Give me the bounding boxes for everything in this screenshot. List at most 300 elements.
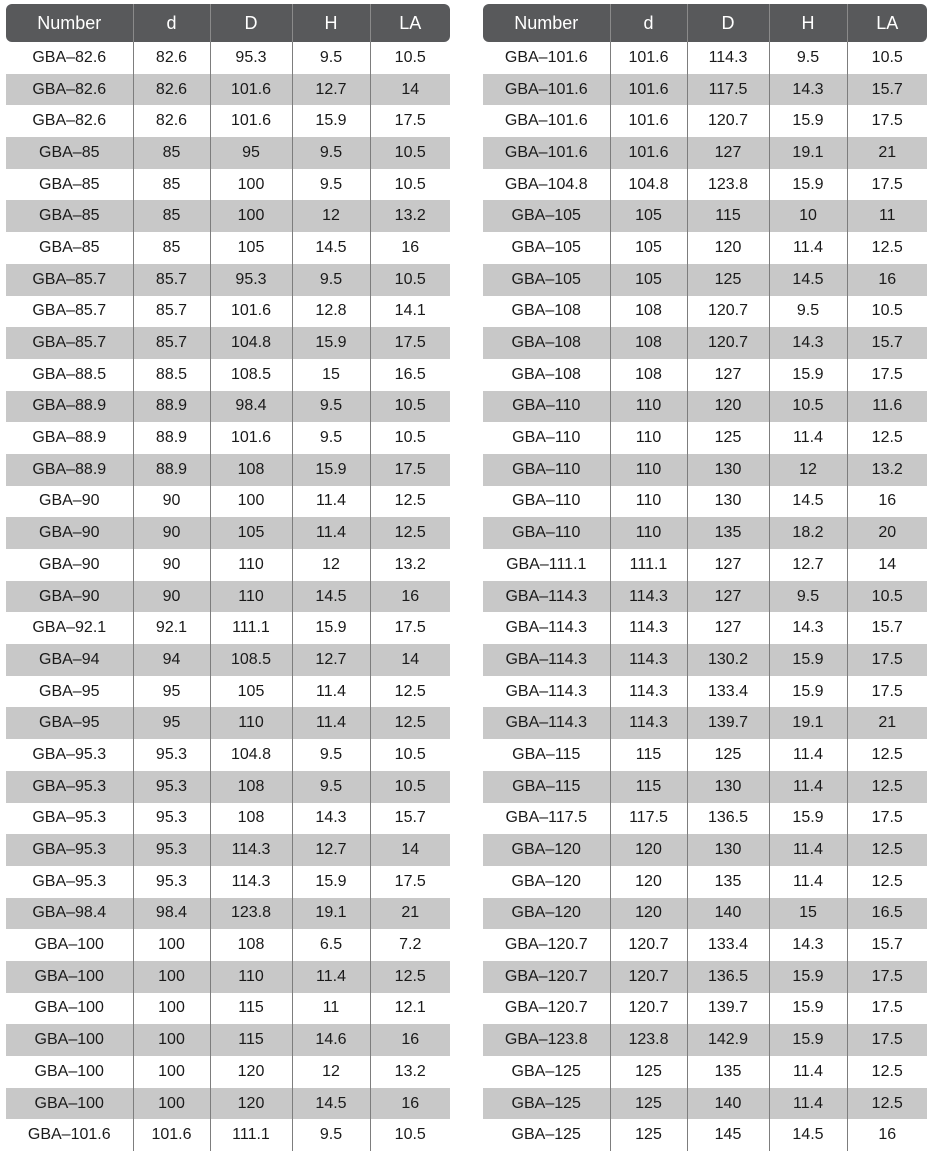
cell-LA: 12.5 bbox=[370, 676, 450, 708]
table-row bbox=[6, 422, 450, 454]
cell-d: 110 bbox=[610, 517, 687, 549]
cell-d: 90 bbox=[133, 517, 210, 549]
cell-d: 85.7 bbox=[133, 264, 210, 296]
table-row bbox=[483, 200, 927, 232]
cell-number: GBA–101.6 bbox=[483, 74, 610, 106]
cell-H: 14.5 bbox=[292, 581, 370, 613]
cell-D: 120.7 bbox=[687, 105, 769, 137]
cell-LA: 16 bbox=[370, 1088, 450, 1120]
cell-LA: 17.5 bbox=[847, 169, 927, 201]
cell-D: 115 bbox=[687, 200, 769, 232]
cell-LA: 17.5 bbox=[370, 866, 450, 898]
cell-d: 88.9 bbox=[133, 454, 210, 486]
cell-d: 85 bbox=[133, 232, 210, 264]
cell-d: 120.7 bbox=[610, 929, 687, 961]
cell-LA: 17.5 bbox=[847, 105, 927, 137]
cell-number: GBA–95.3 bbox=[6, 739, 133, 771]
cell-H: 11.4 bbox=[769, 1088, 847, 1120]
cell-D: 127 bbox=[687, 137, 769, 169]
cell-d: 110 bbox=[610, 391, 687, 423]
cell-D: 111.1 bbox=[210, 612, 292, 644]
cell-D: 123.8 bbox=[210, 898, 292, 930]
cell-d: 110 bbox=[610, 454, 687, 486]
cell-number: GBA–108 bbox=[483, 296, 610, 328]
cell-D: 120 bbox=[687, 391, 769, 423]
cell-d: 105 bbox=[610, 264, 687, 296]
cell-LA: 12.5 bbox=[847, 834, 927, 866]
cell-number: GBA–114.3 bbox=[483, 612, 610, 644]
table-row bbox=[483, 327, 927, 359]
cell-H: 18.2 bbox=[769, 517, 847, 549]
table-row bbox=[483, 834, 927, 866]
cell-LA: 10.5 bbox=[847, 581, 927, 613]
cell-D: 135 bbox=[687, 517, 769, 549]
cell-d: 108 bbox=[610, 327, 687, 359]
cell-number: GBA–92.1 bbox=[6, 612, 133, 644]
cell-D: 140 bbox=[687, 898, 769, 930]
cell-number: GBA–85.7 bbox=[6, 296, 133, 328]
cell-number: GBA–88.5 bbox=[6, 359, 133, 391]
cell-LA: 10.5 bbox=[370, 137, 450, 169]
cell-d: 101.6 bbox=[610, 42, 687, 74]
cell-LA: 12.5 bbox=[847, 1088, 927, 1120]
cell-number: GBA–100 bbox=[6, 961, 133, 993]
cell-number: GBA–82.6 bbox=[6, 42, 133, 74]
cell-d: 85 bbox=[133, 200, 210, 232]
cell-d: 111.1 bbox=[610, 549, 687, 581]
cell-d: 101.6 bbox=[610, 137, 687, 169]
cell-number: GBA–85 bbox=[6, 137, 133, 169]
cell-H: 19.1 bbox=[769, 137, 847, 169]
header-d-outer: D bbox=[210, 4, 292, 42]
cell-H: 12 bbox=[292, 549, 370, 581]
cell-number: GBA–114.3 bbox=[483, 707, 610, 739]
table-row bbox=[483, 105, 927, 137]
cell-d: 100 bbox=[133, 961, 210, 993]
cell-H: 9.5 bbox=[292, 169, 370, 201]
cell-number: GBA–114.3 bbox=[483, 676, 610, 708]
table-row bbox=[483, 739, 927, 771]
cell-d: 108 bbox=[610, 359, 687, 391]
cell-D: 136.5 bbox=[687, 961, 769, 993]
cell-d: 117.5 bbox=[610, 803, 687, 835]
cell-LA: 12.5 bbox=[847, 1056, 927, 1088]
cell-number: GBA–82.6 bbox=[6, 74, 133, 106]
cell-H: 12.7 bbox=[769, 549, 847, 581]
cell-H: 9.5 bbox=[769, 581, 847, 613]
table-row bbox=[6, 105, 450, 137]
cell-LA: 12.5 bbox=[847, 866, 927, 898]
table-row bbox=[483, 74, 927, 106]
cell-H: 12 bbox=[292, 1056, 370, 1088]
table-row bbox=[6, 549, 450, 581]
cell-d: 88.9 bbox=[133, 422, 210, 454]
header-d-outer: D bbox=[687, 4, 769, 42]
cell-H: 9.5 bbox=[769, 42, 847, 74]
cell-number: GBA–110 bbox=[483, 486, 610, 518]
cell-LA: 10.5 bbox=[370, 771, 450, 803]
cell-H: 14.5 bbox=[769, 486, 847, 518]
cell-H: 15.9 bbox=[292, 105, 370, 137]
cell-LA: 16 bbox=[847, 486, 927, 518]
cell-H: 15.9 bbox=[292, 327, 370, 359]
table-row bbox=[483, 1024, 927, 1056]
cell-H: 15.9 bbox=[292, 454, 370, 486]
table-row bbox=[483, 581, 927, 613]
cell-LA: 12.5 bbox=[370, 517, 450, 549]
cell-d: 120 bbox=[610, 898, 687, 930]
header-row bbox=[6, 4, 450, 42]
cell-LA: 10.5 bbox=[370, 264, 450, 296]
cell-number: GBA–95.3 bbox=[6, 866, 133, 898]
cell-number: GBA–100 bbox=[6, 1088, 133, 1120]
cell-D: 105 bbox=[210, 676, 292, 708]
cell-D: 108 bbox=[210, 454, 292, 486]
cell-H: 19.1 bbox=[292, 898, 370, 930]
cell-number: GBA–95.3 bbox=[6, 803, 133, 835]
cell-number: GBA–120 bbox=[483, 898, 610, 930]
cell-number: GBA–120.7 bbox=[483, 961, 610, 993]
cell-number: GBA–105 bbox=[483, 232, 610, 264]
table-row bbox=[483, 1088, 927, 1120]
cell-number: GBA–95 bbox=[6, 707, 133, 739]
table-row bbox=[483, 549, 927, 581]
cell-LA: 17.5 bbox=[370, 105, 450, 137]
cell-d: 123.8 bbox=[610, 1024, 687, 1056]
cell-LA: 12.5 bbox=[847, 232, 927, 264]
cell-D: 142.9 bbox=[687, 1024, 769, 1056]
cell-LA: 17.5 bbox=[847, 644, 927, 676]
cell-number: GBA–88.9 bbox=[6, 391, 133, 423]
cell-number: GBA–90 bbox=[6, 517, 133, 549]
cell-D: 110 bbox=[210, 549, 292, 581]
cell-H: 9.5 bbox=[292, 137, 370, 169]
cell-D: 127 bbox=[687, 581, 769, 613]
cell-d: 120.7 bbox=[610, 961, 687, 993]
table-row bbox=[6, 486, 450, 518]
cell-LA: 21 bbox=[370, 898, 450, 930]
cell-LA: 10.5 bbox=[847, 296, 927, 328]
cell-D: 100 bbox=[210, 486, 292, 518]
cell-H: 15.9 bbox=[292, 612, 370, 644]
cell-d: 125 bbox=[610, 1056, 687, 1088]
cell-LA: 10.5 bbox=[370, 1119, 450, 1151]
cell-number: GBA–88.9 bbox=[6, 454, 133, 486]
table-row bbox=[6, 581, 450, 613]
cell-D: 108 bbox=[210, 803, 292, 835]
cell-d: 114.3 bbox=[610, 707, 687, 739]
cell-D: 108 bbox=[210, 771, 292, 803]
header-height: H bbox=[769, 4, 847, 42]
cell-number: GBA–101.6 bbox=[483, 137, 610, 169]
cell-d: 85 bbox=[133, 137, 210, 169]
cell-H: 14.3 bbox=[769, 327, 847, 359]
cell-number: GBA–120 bbox=[483, 834, 610, 866]
table-row bbox=[6, 676, 450, 708]
cell-H: 12.8 bbox=[292, 296, 370, 328]
cell-LA: 14 bbox=[370, 834, 450, 866]
cell-number: GBA–114.3 bbox=[483, 644, 610, 676]
cell-d: 101.6 bbox=[133, 1119, 210, 1151]
cell-LA: 17.5 bbox=[847, 961, 927, 993]
cell-H: 9.5 bbox=[292, 264, 370, 296]
cell-number: GBA–117.5 bbox=[483, 803, 610, 835]
cell-D: 115 bbox=[210, 993, 292, 1025]
cell-number: GBA–101.6 bbox=[6, 1119, 133, 1151]
cell-number: GBA–85.7 bbox=[6, 264, 133, 296]
cell-H: 10 bbox=[769, 200, 847, 232]
cell-d: 114.3 bbox=[610, 612, 687, 644]
cell-D: 98.4 bbox=[210, 391, 292, 423]
cell-number: GBA–110 bbox=[483, 422, 610, 454]
cell-number: GBA–108 bbox=[483, 359, 610, 391]
table-row bbox=[483, 771, 927, 803]
table-row bbox=[483, 359, 927, 391]
cell-LA: 21 bbox=[847, 707, 927, 739]
cell-H: 15.9 bbox=[769, 169, 847, 201]
cell-number: GBA–115 bbox=[483, 771, 610, 803]
cell-number: GBA–90 bbox=[6, 581, 133, 613]
table-row bbox=[6, 1056, 450, 1088]
table-row bbox=[6, 391, 450, 423]
cell-H: 14.5 bbox=[292, 1088, 370, 1120]
cell-H: 11.4 bbox=[769, 422, 847, 454]
cell-d: 94 bbox=[133, 644, 210, 676]
cell-H: 11.4 bbox=[292, 486, 370, 518]
cell-D: 127 bbox=[687, 549, 769, 581]
cell-d: 114.3 bbox=[610, 644, 687, 676]
cell-number: GBA–114.3 bbox=[483, 581, 610, 613]
cell-LA: 12.5 bbox=[370, 486, 450, 518]
table-row bbox=[6, 803, 450, 835]
cell-D: 130 bbox=[687, 454, 769, 486]
cell-d: 104.8 bbox=[610, 169, 687, 201]
cell-d: 114.3 bbox=[610, 676, 687, 708]
header-la: LA bbox=[370, 4, 450, 42]
cell-d: 115 bbox=[610, 771, 687, 803]
cell-LA: 10.5 bbox=[370, 422, 450, 454]
table-row bbox=[483, 486, 927, 518]
cell-D: 115 bbox=[210, 1024, 292, 1056]
cell-D: 130 bbox=[687, 486, 769, 518]
cell-LA: 21 bbox=[847, 137, 927, 169]
header-number: Number bbox=[483, 4, 610, 42]
table-row bbox=[483, 707, 927, 739]
cell-number: GBA–105 bbox=[483, 264, 610, 296]
table-row bbox=[6, 866, 450, 898]
cell-D: 100 bbox=[210, 200, 292, 232]
cell-D: 125 bbox=[687, 739, 769, 771]
cell-D: 136.5 bbox=[687, 803, 769, 835]
cell-D: 133.4 bbox=[687, 929, 769, 961]
cell-H: 9.5 bbox=[292, 771, 370, 803]
table-row bbox=[483, 929, 927, 961]
table-row bbox=[483, 1056, 927, 1088]
cell-H: 11.4 bbox=[292, 517, 370, 549]
cell-LA: 15.7 bbox=[847, 74, 927, 106]
cell-number: GBA–110 bbox=[483, 454, 610, 486]
table-row bbox=[483, 391, 927, 423]
cell-d: 100 bbox=[133, 993, 210, 1025]
table-row bbox=[6, 929, 450, 961]
cell-D: 101.6 bbox=[210, 296, 292, 328]
cell-H: 11.4 bbox=[769, 771, 847, 803]
cell-H: 10.5 bbox=[769, 391, 847, 423]
cell-number: GBA–125 bbox=[483, 1088, 610, 1120]
cell-number: GBA–100 bbox=[6, 1024, 133, 1056]
cell-LA: 16 bbox=[847, 264, 927, 296]
cell-LA: 17.5 bbox=[370, 454, 450, 486]
table-body-right bbox=[483, 42, 927, 1151]
cell-LA: 16.5 bbox=[847, 898, 927, 930]
table-row bbox=[483, 264, 927, 296]
cell-d: 95.3 bbox=[133, 803, 210, 835]
cell-D: 114.3 bbox=[210, 834, 292, 866]
cell-number: GBA–101.6 bbox=[483, 105, 610, 137]
cell-LA: 14 bbox=[847, 549, 927, 581]
cell-LA: 10.5 bbox=[370, 42, 450, 74]
table-row bbox=[483, 644, 927, 676]
table-row bbox=[483, 1119, 927, 1151]
cell-number: GBA–110 bbox=[483, 391, 610, 423]
cell-LA: 15.7 bbox=[847, 327, 927, 359]
cell-d: 101.6 bbox=[610, 105, 687, 137]
table-row bbox=[6, 264, 450, 296]
table-row bbox=[6, 707, 450, 739]
cell-D: 101.6 bbox=[210, 422, 292, 454]
table-row bbox=[483, 296, 927, 328]
cell-D: 130 bbox=[687, 834, 769, 866]
cell-D: 108.5 bbox=[210, 359, 292, 391]
cell-D: 100 bbox=[210, 169, 292, 201]
cell-d: 115 bbox=[610, 739, 687, 771]
cell-H: 9.5 bbox=[292, 739, 370, 771]
cell-d: 110 bbox=[610, 422, 687, 454]
cell-number: GBA–95.3 bbox=[6, 834, 133, 866]
cell-D: 139.7 bbox=[687, 707, 769, 739]
cell-LA: 17.5 bbox=[847, 1024, 927, 1056]
table-body-left bbox=[6, 42, 450, 1151]
cell-number: GBA–104.8 bbox=[483, 169, 610, 201]
cell-LA: 13.2 bbox=[370, 549, 450, 581]
cell-LA: 14.1 bbox=[370, 296, 450, 328]
cell-LA: 17.5 bbox=[847, 803, 927, 835]
cell-H: 9.5 bbox=[292, 42, 370, 74]
cell-H: 11.4 bbox=[292, 707, 370, 739]
table-row bbox=[483, 517, 927, 549]
cell-D: 108 bbox=[210, 929, 292, 961]
cell-D: 133.4 bbox=[687, 676, 769, 708]
spec-table-left bbox=[6, 4, 450, 1151]
table-row bbox=[6, 169, 450, 201]
cell-D: 95 bbox=[210, 137, 292, 169]
cell-number: GBA–110 bbox=[483, 517, 610, 549]
cell-LA: 16 bbox=[847, 1119, 927, 1151]
table-row bbox=[6, 296, 450, 328]
cell-d: 88.9 bbox=[133, 391, 210, 423]
cell-D: 95.3 bbox=[210, 264, 292, 296]
cell-number: GBA–85 bbox=[6, 232, 133, 264]
cell-H: 14.5 bbox=[769, 264, 847, 296]
cell-D: 145 bbox=[687, 1119, 769, 1151]
cell-LA: 12.5 bbox=[847, 739, 927, 771]
cell-H: 11.4 bbox=[292, 961, 370, 993]
cell-D: 120.7 bbox=[687, 327, 769, 359]
cell-LA: 13.2 bbox=[370, 1056, 450, 1088]
cell-number: GBA–115 bbox=[483, 739, 610, 771]
cell-number: GBA–90 bbox=[6, 549, 133, 581]
cell-D: 104.8 bbox=[210, 327, 292, 359]
table-row bbox=[6, 1088, 450, 1120]
cell-H: 15.9 bbox=[292, 866, 370, 898]
cell-D: 135 bbox=[687, 866, 769, 898]
table-row bbox=[483, 422, 927, 454]
cell-number: GBA–85 bbox=[6, 169, 133, 201]
cell-d: 100 bbox=[133, 929, 210, 961]
cell-d: 90 bbox=[133, 549, 210, 581]
spec-table-right bbox=[483, 4, 927, 1151]
table-row bbox=[6, 644, 450, 676]
table-row bbox=[483, 454, 927, 486]
header-height: H bbox=[292, 4, 370, 42]
cell-LA: 17.5 bbox=[847, 676, 927, 708]
cell-D: 120 bbox=[210, 1088, 292, 1120]
cell-D: 110 bbox=[210, 707, 292, 739]
cell-d: 101.6 bbox=[610, 74, 687, 106]
cell-H: 14.5 bbox=[769, 1119, 847, 1151]
cell-H: 14.3 bbox=[769, 74, 847, 106]
table-row bbox=[6, 1024, 450, 1056]
cell-number: GBA–90 bbox=[6, 486, 133, 518]
header-number: Number bbox=[6, 4, 133, 42]
cell-H: 15.9 bbox=[769, 1024, 847, 1056]
cell-LA: 16 bbox=[370, 232, 450, 264]
cell-d: 114.3 bbox=[610, 581, 687, 613]
header-la: LA bbox=[847, 4, 927, 42]
table-row bbox=[6, 1119, 450, 1151]
cell-D: 114.3 bbox=[210, 866, 292, 898]
cell-LA: 17.5 bbox=[847, 993, 927, 1025]
cell-D: 120 bbox=[687, 232, 769, 264]
table-row bbox=[483, 803, 927, 835]
cell-D: 123.8 bbox=[687, 169, 769, 201]
cell-D: 127 bbox=[687, 612, 769, 644]
cell-LA: 12.5 bbox=[370, 707, 450, 739]
table-row bbox=[6, 993, 450, 1025]
cell-d: 120 bbox=[610, 834, 687, 866]
cell-D: 120 bbox=[210, 1056, 292, 1088]
table-row bbox=[6, 454, 450, 486]
table-row bbox=[483, 898, 927, 930]
cell-D: 125 bbox=[687, 264, 769, 296]
cell-LA: 10.5 bbox=[847, 42, 927, 74]
cell-H: 15 bbox=[292, 359, 370, 391]
cell-d: 120.7 bbox=[610, 993, 687, 1025]
cell-D: 95.3 bbox=[210, 42, 292, 74]
table-row bbox=[6, 961, 450, 993]
cell-D: 135 bbox=[687, 1056, 769, 1088]
cell-H: 15.9 bbox=[769, 993, 847, 1025]
cell-LA: 14 bbox=[370, 644, 450, 676]
cell-number: GBA–105 bbox=[483, 200, 610, 232]
cell-LA: 14 bbox=[370, 74, 450, 106]
cell-D: 110 bbox=[210, 961, 292, 993]
cell-LA: 16 bbox=[370, 581, 450, 613]
table-row bbox=[6, 137, 450, 169]
table-row bbox=[6, 834, 450, 866]
cell-LA: 13.2 bbox=[370, 200, 450, 232]
cell-d: 85.7 bbox=[133, 296, 210, 328]
